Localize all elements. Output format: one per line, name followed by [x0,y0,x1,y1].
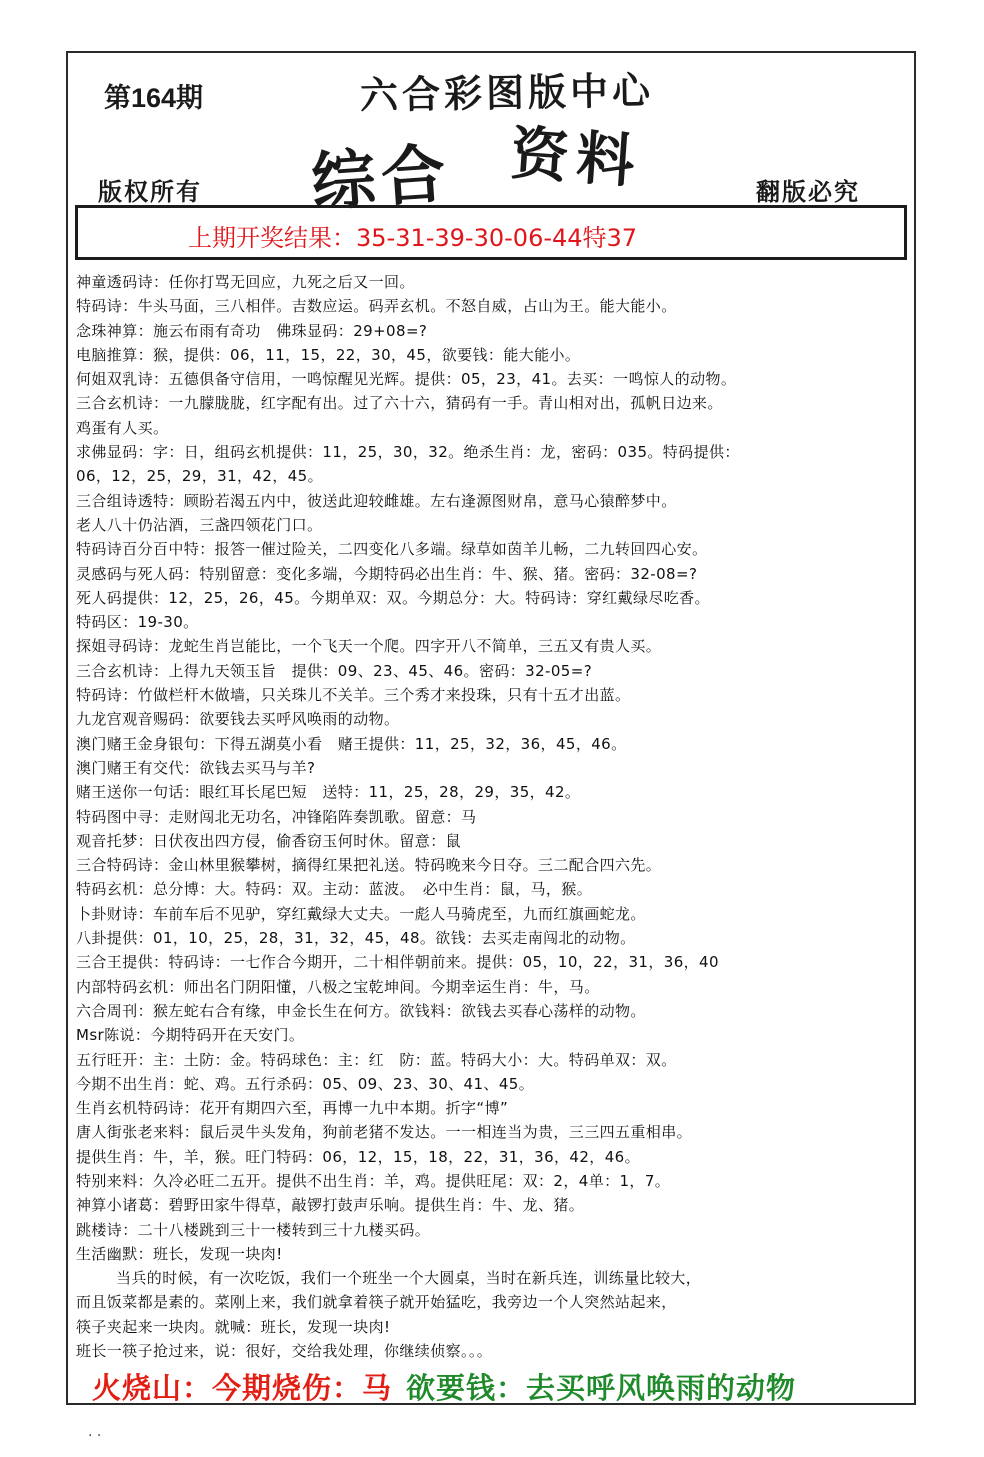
footer-banner [92,1366,796,1407]
last-result-text: 上期开奖结果：35-31-39-30-06-44特37 [188,224,638,252]
content-line: 赌王送你一句话：眼红耳长尾巴短 送特：11，25，28，29，35，42。 [76,783,581,802]
content-line: 求佛显码：字：日，组码玄机提供：11，25，30，32。绝杀生肖：龙，密码：035。特码提供： [76,443,740,462]
content-line: 班长一筷子抢过来，说：很好，交给我处理，你继续侦察。。。 [76,1342,493,1361]
content-line: Msr陈说：今期特码开在天安门。 [76,1026,305,1045]
content-line: 澳门赌王有交代：欲钱去买马与羊? [76,758,316,777]
content-line: 灵感码与死人码：特别留意：变化多端，今期特码必出生肖：牛、猴、猪。密码：32-08=? [76,564,698,583]
content-line: 三合玄机诗：一九朦胧胧，红字配有出。过了六十六，猜码有一手。青山相对出，孤帆日边来。 [76,394,723,413]
content-line: 特码区：19-30。 [76,613,199,632]
content-line: 生活幽默：班长，发现一块肉! [76,1244,283,1263]
content-line: 跳楼诗：二十八楼跳到三十一楼转到三十九楼买码。 [76,1220,431,1239]
content-lines [76,270,906,1363]
content-line: 特码诗：竹做栏杆木做墙，只关珠儿不关羊。三个秀才来投珠，只有十五才出蓝。 [76,686,631,705]
content-line: 老人八十仍沾酒，三盏四领花门口。 [76,515,323,534]
corner-dots: . . [88,1424,102,1440]
footer-green-text: 欲要钱：去买呼风唤雨的动物 [406,1371,797,1405]
content-line: 死人码提供：12，25，26，45。今期单双：双。今期总分：大。特码诗：穿红戴绿尽吃香。 [76,588,710,607]
content-line: 六合周刊：猴左蛇右合有缘，申金长生在何方。欲钱料：欲钱去买春心荡样的动物。 [76,1001,646,1020]
big-title-part-b: 资料 [508,118,645,197]
content-line: 鸡蛋有人买。 [76,418,169,437]
content-line: 生肖玄机特码诗：花开有期四六至，再博一九中本期。折字“博” [76,1099,509,1118]
content-line: 特码图中寻：走财闯北无功名，冲锋陷阵奏凯歌。留意：马 [76,807,477,826]
content-line: 八卦提供：01，10，25，28，31，32，45，48。欲钱：去买走南闯北的动物。 [76,929,636,948]
last-result-box [75,205,907,260]
content-line: 念珠神算：施云布雨有奇功 佛珠显码：29+08=? [76,321,428,340]
content-line: 特码诗百分百中特：报答一催过险关，二四变化八多端。绿草如茵羊儿畅，二九转回四心安。 [76,540,708,559]
content-line: 观音托梦：日伏夜出四方侵，偷香窃玉何时休。留意：鼠 [76,831,462,850]
content-line: 卜卦财诗：车前车后不见驴，穿红戴绿大丈夫。一彪人马骑虎至，九而红旗画蛇龙。 [76,904,646,923]
content-line: 电脑推算：猴，提供：06，11，15，22，30，45，欲要钱：能大能小。 [76,345,581,364]
content-line: 探姐寻码诗：龙蛇生肖岂能比，一个飞天一个爬。四字开八不简单，三五又有贵人买。 [76,637,662,656]
content-line: 三合王提供：特码诗：一七作合今期开，二十相伴朝前来。提供：05，10，22，31，36，40 [76,953,719,972]
content-line: 特码诗：牛头马面，三八相伴。吉数应运。码弄玄机。不怒自威，占山为王。能大能小。 [76,297,677,316]
content-line: 06，12，25，29，31，42，45。 [76,467,324,486]
content-line: 特码玄机：总分博：大。特码：双。主动：蓝波。 必中生肖：鼠，马，猴。 [76,880,593,899]
content-line: 三合组诗透特：顾盼若渴五内中，彼送此迎较雌雄。左右逢源图财帛，意马心猿醉梦中。 [76,491,677,510]
content-line: 三合特码诗：金山林里猴攀树，摘得红果把礼送。特码晚来今日夺。三二配合四六先。 [76,856,662,875]
content-line: 提供生肖：牛，羊，猴。旺门特码：06，12，15，18，22，31，36，42，46。 [76,1147,640,1166]
content-line: 今期不出生肖：蛇、鸡。五行杀码：05、09、23、30、41、45。 [76,1074,535,1093]
center-title: 六合彩图版中心 [359,68,655,118]
big-title-part-a: 综合 [309,137,454,221]
content-line: 神童透码诗：任你打骂无回应，九死之后又一回。 [76,273,415,291]
content-line: 澳门赌王金身银句：下得五湖莫小看 赌王提供：11，25，32，36，45，46。 [76,734,627,753]
footer-red-text: 火烧山：今期烧伤：马 [92,1371,393,1405]
content-line: 何姐双乳诗：五德俱备守信用，一鸣惊醒见光辉。提供：05，23，41。去买：一鸣惊人的动物。 [76,370,737,389]
content-line: 五行旺开：主：土防：金。特码球色：主：红 防：蓝。特码大小：大。特码单双：双。 [76,1050,677,1069]
content-line: 特别来料：久冷必旺二五开。提供不出生肖：羊，鸡。提供旺尾：双：2，4单：1，7。 [76,1171,671,1190]
issue-number: 第164期 [104,83,204,113]
no-reproduction-label: 翻版必究 [756,178,860,206]
content-line: 当兵的时候，有一次吃饭，我们一个班坐一个大圆桌，当时在新兵连，训练量比较大， [116,1269,702,1288]
content-line: 三合玄机诗：上得九天领玉旨 提供：09、23、45、46。密码：32-05=? [76,661,593,680]
content-line: 筷子夹起来一块肉。就喊：班长，发现一块肉! [76,1317,391,1336]
content-line: 神算小诸葛：碧野田家牛得草，敲锣打鼓声乐响。提供生肖：牛、龙、猪。 [76,1196,585,1215]
content-line: 内部特码玄机：师出名门阴阳懂，八极之宝乾坤间。今期幸运生肖：牛，马。 [76,977,600,996]
content-line: 而且饭菜都是素的。菜刚上来，我们就拿着筷子就开始猛吃，我旁边一个人突然站起来， [76,1293,677,1312]
copyright-label: 版权所有 [98,178,202,206]
content-line: 唐人街张老来料：鼠后灵牛头发角，狗前老猪不发达。一一相连当为贵，三三四五重相串。 [76,1123,693,1142]
content-line: 九龙宫观音赐码：欲要钱去买呼风唤雨的动物。 [76,710,400,729]
